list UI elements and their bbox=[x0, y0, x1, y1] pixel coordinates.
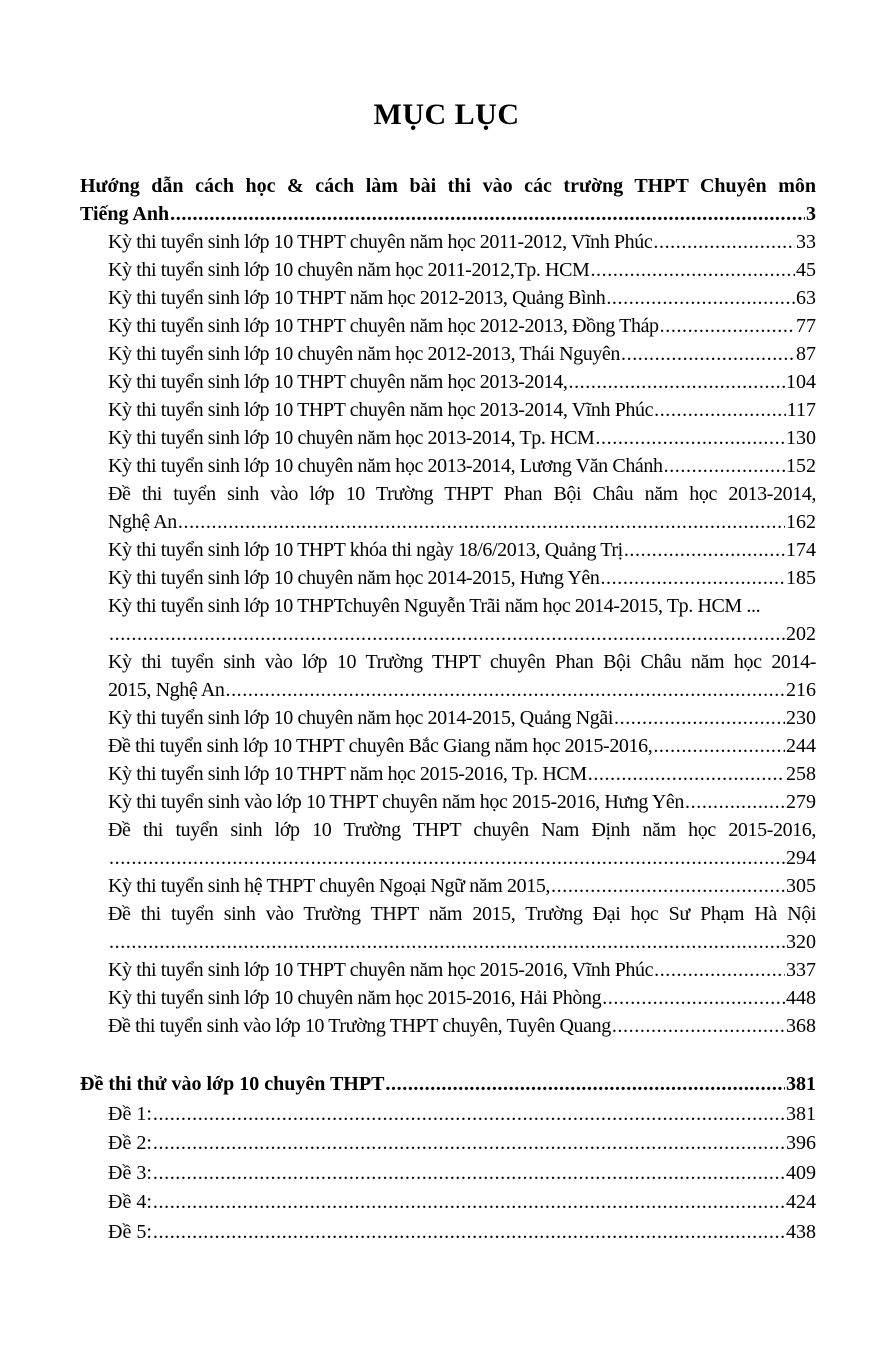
dot-leader bbox=[385, 1070, 785, 1100]
entry-text: Kỳ thi tuyển sinh lớp 10 THPT năm học 2015-2016, Tp. HCM bbox=[108, 763, 587, 785]
entry-text: Kỳ thi tuyển sinh lớp 10 chuyên năm học 2013-2014, Tp. HCM bbox=[108, 427, 595, 449]
page-number: 152 bbox=[786, 455, 816, 477]
entry-text: Kỳ thi tuyển sinh lớp 10 chuyên năm học 2012-2013, Thái Nguyên bbox=[108, 343, 620, 365]
dot-leader bbox=[568, 368, 785, 396]
dot-leader bbox=[153, 1159, 785, 1189]
page-number: 87 bbox=[796, 343, 816, 365]
entry-text: Kỳ thi tuyển sinh lớp 10 THPT chuyên năm học 2012-2013, Đồng Tháp bbox=[108, 315, 659, 337]
toc-entry[interactable] bbox=[80, 732, 816, 760]
entry-text: Kỳ thi tuyển sinh lớp 10 chuyên năm học 2014-2015, Hưng Yên bbox=[108, 567, 600, 589]
toc-entry-continuation[interactable] bbox=[80, 676, 816, 704]
page-title: MỤC LỤC bbox=[373, 98, 520, 131]
toc-entry[interactable] bbox=[80, 984, 816, 1012]
page-number: 381 bbox=[786, 1102, 816, 1125]
toc-entry[interactable] bbox=[80, 228, 816, 256]
entry-text: Kỳ thi tuyển sinh lớp 10 THPT chuyên năm học 2015-2016, Vĩnh Phúc bbox=[108, 959, 654, 981]
entry-text-cont: 2015, Nghệ An bbox=[108, 679, 225, 701]
page-number: 396 bbox=[786, 1132, 816, 1154]
toc-entry-continuation[interactable] bbox=[80, 508, 816, 536]
page-number: 409 bbox=[786, 1161, 816, 1184]
toc-entry[interactable] bbox=[80, 256, 816, 284]
practice-entry[interactable] bbox=[80, 1100, 816, 1130]
page-number: 117 bbox=[786, 399, 816, 421]
dot-leader bbox=[664, 452, 785, 480]
dot-leader bbox=[170, 200, 805, 228]
page-number: 320 bbox=[786, 931, 816, 953]
entry-text: Đề thi tuyển sinh vào Trường THPT năm 2015, Trường Đại học Sư Phạm Hà Nội bbox=[108, 903, 816, 925]
page-number: 130 bbox=[786, 427, 816, 449]
page-number: 279 bbox=[786, 791, 816, 813]
dot-leader bbox=[153, 1218, 785, 1248]
dot-leader bbox=[109, 844, 785, 872]
dot-leader bbox=[614, 704, 785, 732]
toc-entry-continuation[interactable] bbox=[80, 928, 816, 956]
entry-text: Đề 4: bbox=[108, 1191, 152, 1213]
dot-leader bbox=[595, 424, 785, 452]
toc-entry[interactable] bbox=[80, 1012, 816, 1040]
dot-leader bbox=[109, 928, 785, 956]
entry-text: Kỳ thi tuyển sinh lớp 10 THPTchuyên Nguyễn Trãi năm học 2014-2015, Tp. HCM ... bbox=[108, 595, 761, 617]
page-number: 216 bbox=[786, 679, 816, 701]
page-number: 258 bbox=[786, 763, 816, 785]
page-number: 368 bbox=[786, 1015, 816, 1037]
entry-text: Kỳ thi tuyển sinh hệ THPT chuyên Ngoại Ngữ năm 2015, bbox=[108, 875, 551, 897]
toc-entry[interactable] bbox=[80, 788, 816, 816]
entry-text: Đề 5: bbox=[108, 1220, 152, 1243]
entry-text: Kỳ thi tuyển sinh lớp 10 chuyên năm học 2013-2014, Lương Văn Chánh bbox=[108, 455, 663, 477]
page-number: 230 bbox=[786, 707, 816, 729]
entry-text: Đề thi tuyển sinh lớp 10 Trường THPT chuyên Nam Định năm học 2015-2016, bbox=[108, 819, 816, 841]
entry-text: Kỳ thi tuyển sinh vào lớp 10 Trường THPT chuyên Phan Bội Châu năm học 2014- bbox=[108, 651, 816, 673]
page-number: 438 bbox=[786, 1220, 816, 1243]
page-number: 424 bbox=[786, 1191, 816, 1213]
entry-text: Kỳ thi tuyển sinh lớp 10 THPT chuyên năm học 2013-2014, Vĩnh Phúc bbox=[108, 399, 654, 421]
dot-leader bbox=[600, 564, 785, 592]
dot-leader bbox=[178, 508, 785, 536]
toc-entry[interactable] bbox=[80, 284, 816, 312]
page-number: 337 bbox=[786, 959, 816, 981]
page-number: 174 bbox=[786, 539, 816, 561]
toc-entry[interactable] bbox=[80, 452, 816, 480]
toc-entry[interactable] bbox=[80, 536, 816, 564]
toc-entry[interactable] bbox=[80, 648, 816, 676]
dot-leader bbox=[153, 1129, 785, 1159]
dot-leader bbox=[685, 788, 785, 816]
practice-entry[interactable] bbox=[80, 1188, 816, 1218]
toc-entry[interactable] bbox=[80, 424, 816, 452]
entry-text: Kỳ thi tuyển sinh lớp 10 chuyên năm học 2014-2015, Quảng Ngãi bbox=[108, 707, 613, 729]
page-number: 33 bbox=[796, 231, 816, 253]
entry-text: Đề thi tuyển sinh lớp 10 THPT chuyên Bắc Giang năm học 2015-2016, bbox=[108, 735, 653, 757]
page-number: 305 bbox=[786, 875, 816, 897]
dot-leader bbox=[551, 872, 785, 900]
entry-text: Đề 3: bbox=[108, 1161, 152, 1184]
toc-entry[interactable] bbox=[80, 760, 816, 788]
toc-intro-cont: Tiếng Anh bbox=[80, 203, 170, 225]
toc-entry[interactable] bbox=[80, 872, 816, 900]
practice-list bbox=[80, 1100, 816, 1248]
practice-entry[interactable] bbox=[80, 1159, 816, 1189]
entry-text: Đề thi tuyển sinh vào lớp 10 Trường THPT Phan Bội Châu năm học 2013-2014, bbox=[108, 483, 816, 505]
toc-entry[interactable] bbox=[80, 592, 816, 620]
entry-text: Kỳ thi tuyển sinh lớp 10 chuyên năm học 2011-2012,Tp. HCM bbox=[108, 259, 590, 281]
entry-text-cont: Nghệ An bbox=[108, 511, 177, 533]
entry-text: Kỳ thi tuyển sinh lớp 10 THPT khóa thi ngày 18/6/2013, Quảng Trị bbox=[108, 539, 623, 561]
entry-text: Kỳ thi tuyển sinh lớp 10 THPT chuyên năm học 2013-2014, bbox=[108, 371, 568, 393]
toc-entry-continuation[interactable] bbox=[80, 620, 816, 648]
dot-leader bbox=[653, 732, 785, 760]
dot-leader bbox=[590, 256, 795, 284]
toc-intro-line2[interactable] bbox=[80, 200, 816, 228]
page-number: 63 bbox=[796, 287, 816, 309]
toc-entry[interactable] bbox=[80, 816, 816, 844]
dot-leader bbox=[612, 1012, 785, 1040]
toc-intro-line1[interactable] bbox=[80, 172, 816, 200]
toc-intro-text: Hướng dẫn cách học & cách làm bài thi vào các trường THPT Chuyên môn bbox=[80, 175, 816, 197]
page-number: 294 bbox=[786, 847, 816, 869]
table-of-contents bbox=[80, 172, 816, 1247]
page-number: 45 bbox=[796, 259, 816, 281]
toc-entry-continuation[interactable] bbox=[80, 844, 816, 872]
page-number: 104 bbox=[786, 371, 816, 393]
dot-leader bbox=[606, 284, 795, 312]
entry-text: Kỳ thi tuyển sinh lớp 10 THPT năm học 2012-2013, Quảng Bình bbox=[108, 287, 606, 309]
dot-leader bbox=[153, 1188, 785, 1218]
dot-leader bbox=[153, 1100, 785, 1130]
practice-entry[interactable] bbox=[80, 1129, 816, 1159]
dot-leader bbox=[653, 228, 795, 256]
dot-leader bbox=[109, 620, 785, 648]
section-heading: Đề thi thử vào lớp 10 chuyên THPT bbox=[80, 1073, 385, 1095]
page-number: 77 bbox=[796, 315, 816, 337]
page-number: 3 bbox=[806, 203, 816, 225]
toc-entry[interactable] bbox=[80, 900, 816, 928]
toc-entry[interactable] bbox=[80, 564, 816, 592]
page-number: 162 bbox=[786, 511, 816, 533]
dot-leader bbox=[654, 396, 786, 424]
dot-leader bbox=[660, 312, 795, 340]
page-number: 202 bbox=[786, 623, 816, 645]
entry-text: Kỳ thi tuyển sinh vào lớp 10 THPT chuyên năm học 2015-2016, Hưng Yên bbox=[108, 791, 685, 813]
toc-entry[interactable] bbox=[80, 368, 816, 396]
page-number: 381 bbox=[786, 1073, 816, 1095]
toc-entry[interactable] bbox=[80, 480, 816, 508]
page-number: 244 bbox=[786, 735, 816, 757]
page-number: 185 bbox=[786, 567, 816, 589]
toc-entry[interactable] bbox=[80, 956, 816, 984]
entry-text: Đề thi tuyển sinh vào lớp 10 Trường THPT chuyên, Tuyên Quang bbox=[108, 1015, 611, 1037]
entry-text: Đề 2: bbox=[108, 1132, 152, 1154]
dot-leader bbox=[588, 760, 785, 788]
toc-practice-heading[interactable] bbox=[80, 1070, 816, 1100]
entry-text: Kỳ thi tuyển sinh lớp 10 THPT chuyên năm học 2011-2012, Vĩnh Phúc bbox=[108, 231, 653, 253]
entry-text: Kỳ thi tuyển sinh lớp 10 chuyên năm học 2015-2016, Hải Phòng bbox=[108, 987, 602, 1009]
dot-leader bbox=[624, 536, 785, 564]
toc-entry[interactable] bbox=[80, 704, 816, 732]
dot-leader bbox=[621, 340, 795, 368]
entry-text: Đề 1: bbox=[108, 1102, 152, 1125]
toc-entry[interactable] bbox=[80, 312, 816, 340]
practice-entry[interactable] bbox=[80, 1218, 816, 1248]
toc-entry[interactable] bbox=[80, 396, 816, 424]
toc-entries bbox=[80, 228, 816, 1040]
dot-leader bbox=[654, 956, 785, 984]
dot-leader bbox=[225, 676, 785, 704]
page-number: 448 bbox=[786, 987, 816, 1009]
dot-leader bbox=[602, 984, 785, 1012]
toc-entry[interactable] bbox=[80, 340, 816, 368]
